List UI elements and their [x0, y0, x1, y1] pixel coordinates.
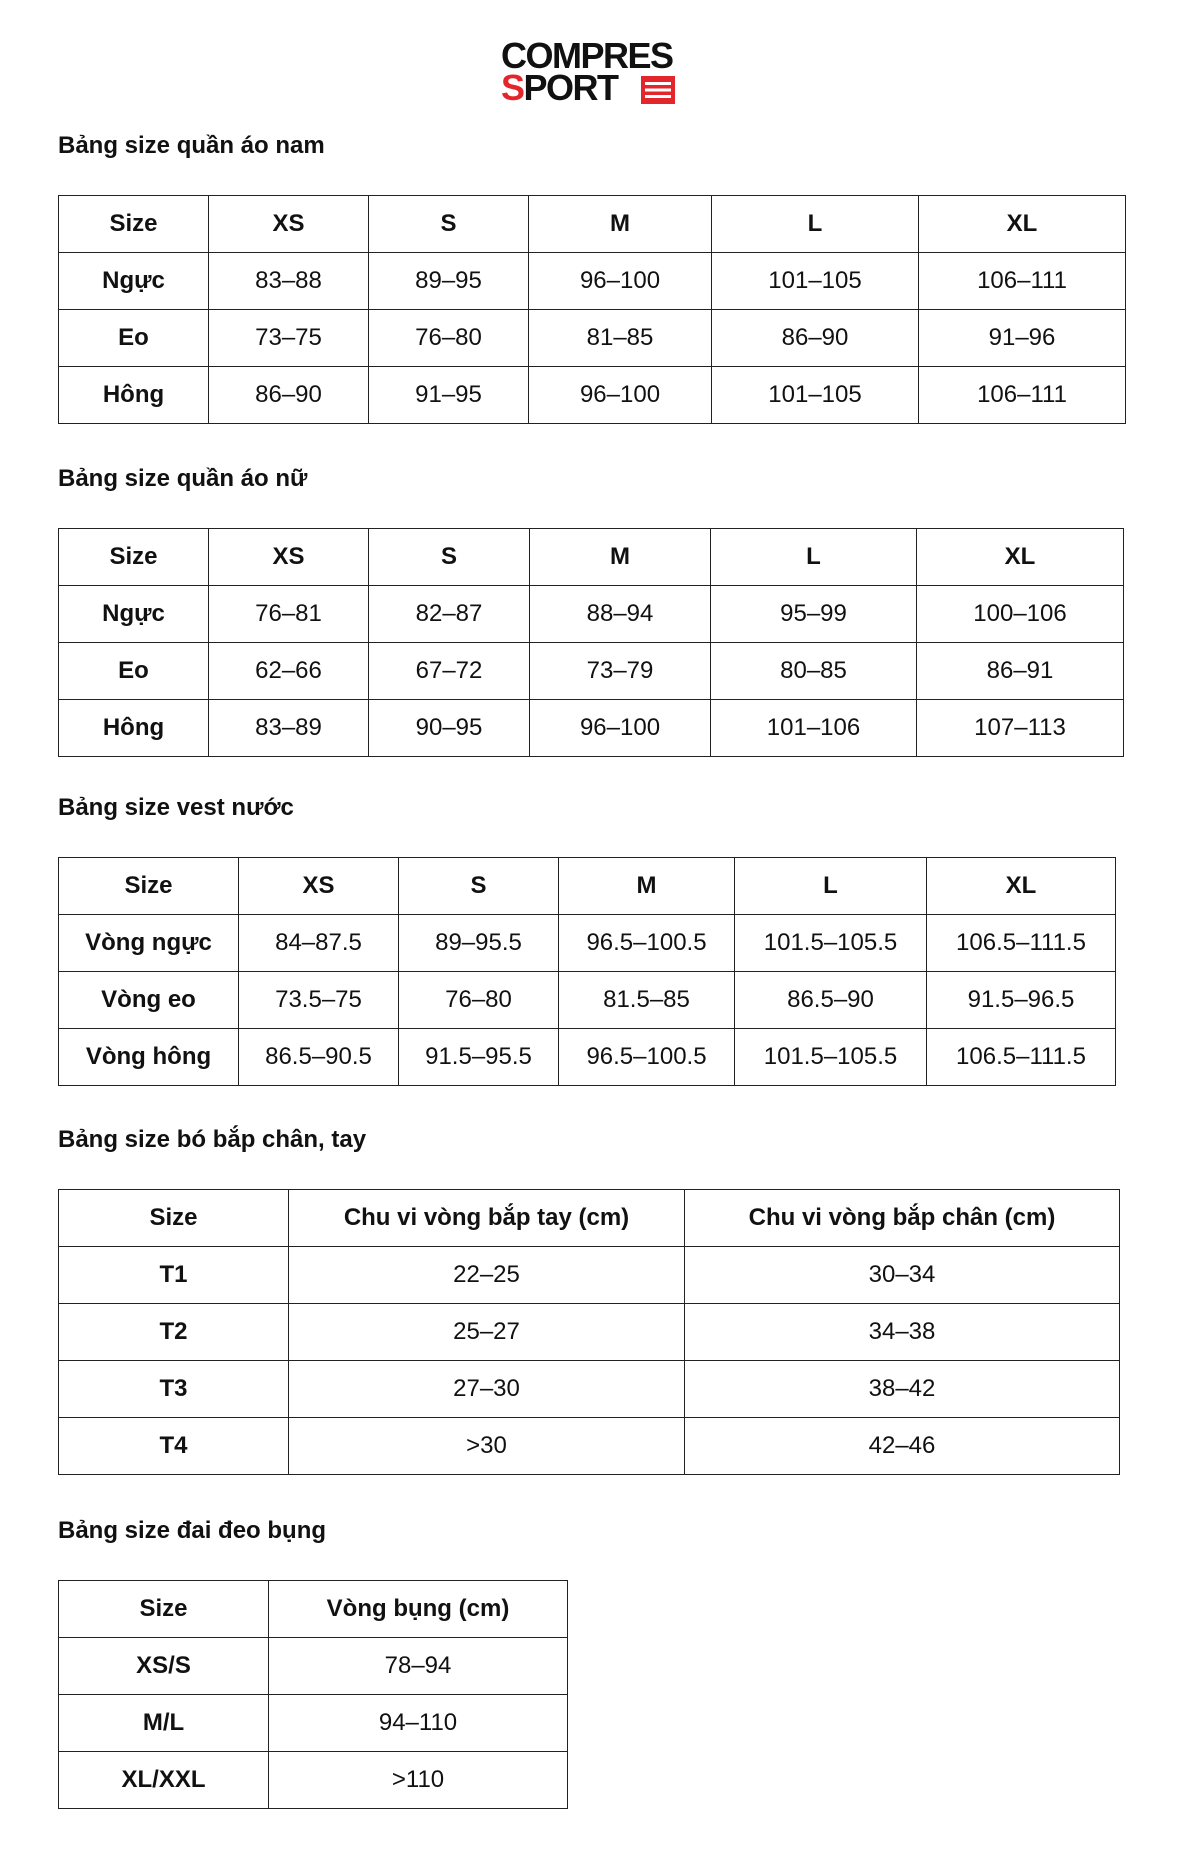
table-row [59, 310, 1126, 367]
header-cell: M [530, 529, 711, 586]
header-cell: M [529, 196, 712, 253]
value-cell: 96–100 [530, 700, 711, 757]
table-row [59, 367, 1126, 424]
value-cell: 22–25 [289, 1247, 685, 1304]
row-label-cell: Hông [59, 367, 209, 424]
header-cell: XS [209, 529, 369, 586]
table-row [59, 1752, 568, 1809]
row-label-cell: T4 [59, 1418, 289, 1475]
value-cell: 62–66 [209, 643, 369, 700]
header-cell: XS [239, 858, 399, 915]
value-cell: 89–95.5 [399, 915, 559, 972]
header-cell: Size [59, 196, 209, 253]
value-cell: 100–106 [917, 586, 1124, 643]
value-cell: 106–111 [919, 253, 1126, 310]
value-cell: 81–85 [529, 310, 712, 367]
brand-stripes-icon [641, 76, 675, 104]
value-cell: 96–100 [529, 253, 712, 310]
value-cell: 76–81 [209, 586, 369, 643]
table-row [59, 915, 1116, 972]
header-cell: S [369, 196, 529, 253]
vest-section-title: Bảng size vest nước [58, 794, 294, 821]
value-cell: 83–88 [209, 253, 369, 310]
header-cell: M [559, 858, 735, 915]
table-header-row [59, 858, 1116, 915]
table-header-row [59, 196, 1126, 253]
brand-logo-line1: COMPRES [501, 35, 673, 76]
row-label-cell: XS/S [59, 1638, 269, 1695]
value-cell: 38–42 [685, 1361, 1120, 1418]
value-cell: 78–94 [269, 1638, 568, 1695]
value-cell: >30 [289, 1418, 685, 1475]
value-cell: 42–46 [685, 1418, 1120, 1475]
value-cell: 91.5–95.5 [399, 1029, 559, 1086]
value-cell: 106.5–111.5 [927, 1029, 1116, 1086]
value-cell: 101.5–105.5 [735, 915, 927, 972]
header-cell: S [399, 858, 559, 915]
table-row [59, 1695, 568, 1752]
vest-size-table [58, 857, 1116, 1086]
value-cell: 30–34 [685, 1247, 1120, 1304]
header-cell: L [735, 858, 927, 915]
table-header-row [59, 529, 1124, 586]
table-row [59, 1418, 1120, 1475]
header-cell: XS [209, 196, 369, 253]
brand-logo-box [499, 35, 709, 108]
header-cell: L [712, 196, 919, 253]
value-cell: 76–80 [369, 310, 529, 367]
header-cell: S [369, 529, 530, 586]
value-cell: 73.5–75 [239, 972, 399, 1029]
value-cell: 96.5–100.5 [559, 1029, 735, 1086]
brand-logo-red-letter: S [501, 67, 524, 108]
value-cell: 91–95 [369, 367, 529, 424]
value-cell: 91.5–96.5 [927, 972, 1116, 1029]
value-cell: 83–89 [209, 700, 369, 757]
value-cell: 86.5–90 [735, 972, 927, 1029]
table-header-row [59, 1581, 568, 1638]
men-size-table [58, 195, 1126, 424]
brand-logo-line2 [501, 67, 618, 108]
value-cell: 86–91 [917, 643, 1124, 700]
value-cell: 106–111 [919, 367, 1126, 424]
value-cell: 91–96 [919, 310, 1126, 367]
header-cell: Size [59, 1581, 269, 1638]
row-label-cell: Hông [59, 700, 209, 757]
row-label-cell: T2 [59, 1304, 289, 1361]
value-cell: 76–80 [399, 972, 559, 1029]
table-row [59, 253, 1126, 310]
value-cell: 101–105 [712, 253, 919, 310]
row-label-cell: T3 [59, 1361, 289, 1418]
brand-logo [0, 35, 1200, 108]
men-section-title: Bảng size quần áo nam [58, 132, 325, 159]
value-cell: 80–85 [711, 643, 917, 700]
value-cell: 90–95 [369, 700, 530, 757]
row-label-cell: Vòng hông [59, 1029, 239, 1086]
table-row [59, 586, 1124, 643]
row-label-cell: Vòng ngực [59, 915, 239, 972]
value-cell: 101–106 [711, 700, 917, 757]
value-cell: 89–95 [369, 253, 529, 310]
value-cell: 73–79 [530, 643, 711, 700]
table-row [59, 1029, 1116, 1086]
header-cell: Chu vi vòng bắp chân (cm) [685, 1190, 1120, 1247]
belt-size-table [58, 1580, 568, 1809]
row-label-cell: Ngực [59, 253, 209, 310]
value-cell: 73–75 [209, 310, 369, 367]
row-label-cell: M/L [59, 1695, 269, 1752]
header-cell: XL [927, 858, 1116, 915]
women-size-table [58, 528, 1124, 757]
brand-logo-line2-rest: PORT [523, 67, 618, 108]
table-row [59, 643, 1124, 700]
table-row [59, 700, 1124, 757]
value-cell: 67–72 [369, 643, 530, 700]
table-row [59, 1361, 1120, 1418]
header-cell: L [711, 529, 917, 586]
row-label-cell: XL/XXL [59, 1752, 269, 1809]
value-cell: >110 [269, 1752, 568, 1809]
header-cell: Chu vi vòng bắp tay (cm) [289, 1190, 685, 1247]
row-label-cell: T1 [59, 1247, 289, 1304]
header-cell: Size [59, 1190, 289, 1247]
row-label-cell: Eo [59, 643, 209, 700]
value-cell: 101.5–105.5 [735, 1029, 927, 1086]
value-cell: 81.5–85 [559, 972, 735, 1029]
value-cell: 95–99 [711, 586, 917, 643]
row-label-cell: Eo [59, 310, 209, 367]
value-cell: 86.5–90.5 [239, 1029, 399, 1086]
value-cell: 86–90 [209, 367, 369, 424]
header-cell: XL [917, 529, 1124, 586]
table-row [59, 1247, 1120, 1304]
value-cell: 94–110 [269, 1695, 568, 1752]
value-cell: 25–27 [289, 1304, 685, 1361]
value-cell: 96–100 [529, 367, 712, 424]
belt-section-title: Bảng size đai đeo bụng [58, 1517, 327, 1544]
header-cell: Size [59, 529, 209, 586]
calf-section-title: Bảng size bó bắp chân, tay [58, 1126, 367, 1153]
value-cell: 88–94 [530, 586, 711, 643]
value-cell: 27–30 [289, 1361, 685, 1418]
value-cell: 84–87.5 [239, 915, 399, 972]
table-row [59, 972, 1116, 1029]
value-cell: 106.5–111.5 [927, 915, 1116, 972]
header-cell: Vòng bụng (cm) [269, 1581, 568, 1638]
calf-arm-size-table [58, 1189, 1120, 1475]
value-cell: 96.5–100.5 [559, 915, 735, 972]
header-cell: XL [919, 196, 1126, 253]
table-row [59, 1304, 1120, 1361]
table-header-row [59, 1190, 1120, 1247]
row-label-cell: Vòng eo [59, 972, 239, 1029]
value-cell: 107–113 [917, 700, 1124, 757]
header-cell: Size [59, 858, 239, 915]
value-cell: 86–90 [712, 310, 919, 367]
value-cell: 82–87 [369, 586, 530, 643]
value-cell: 101–105 [712, 367, 919, 424]
women-section-title: Bảng size quần áo nữ [58, 465, 308, 492]
table-row [59, 1638, 568, 1695]
value-cell: 34–38 [685, 1304, 1120, 1361]
row-label-cell: Ngực [59, 586, 209, 643]
